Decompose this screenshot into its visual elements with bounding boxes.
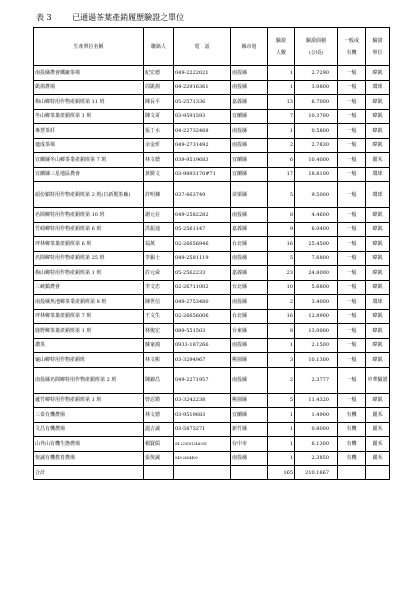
cell-cert: 暐凱 bbox=[366, 124, 390, 139]
cell-area: 6.1300 bbox=[295, 437, 338, 452]
cell-unit: 鹿野鄉茶葉產銷班第 1 班 bbox=[34, 324, 144, 339]
cell-type: 有機 bbox=[338, 451, 366, 466]
table-row bbox=[34, 324, 390, 339]
cell-contact: 謝元在 bbox=[144, 208, 174, 223]
table-row bbox=[34, 182, 390, 208]
cell-cert: 環球 bbox=[366, 295, 390, 310]
cell-area: 13.0000 bbox=[295, 324, 338, 339]
cell-unit: 悅誠有機教育農場 bbox=[34, 451, 144, 466]
cell-count: 16 bbox=[268, 309, 295, 324]
cell-cert: 暐凱 bbox=[366, 280, 390, 295]
cell-unit: 龜山鄉特用作物產銷班 bbox=[34, 353, 144, 368]
table-caption: 已通過茶葉產銷履歷驗證之單位 bbox=[72, 13, 185, 22]
cell-type: 一般 bbox=[338, 66, 366, 81]
cell-area: 0.8000 bbox=[295, 422, 338, 437]
cell-cert: 暐凱 bbox=[366, 393, 390, 408]
cell-county: 宜蘭縣 bbox=[231, 109, 268, 124]
cell-contact: 紀宏德 bbox=[144, 66, 174, 81]
cell-county: 台北縣 bbox=[231, 280, 268, 295]
cell-county: 嘉義縣 bbox=[231, 222, 268, 237]
cell-type: 一般 bbox=[338, 109, 366, 124]
cell-area: 2.3850 bbox=[295, 451, 338, 466]
cell-phone: 05-2571336 bbox=[174, 95, 231, 110]
cell-unit: 山外山有機生態農場 bbox=[34, 437, 144, 452]
header-type: 一般或 有機 bbox=[338, 28, 366, 66]
cell-unit: 宜蘭縣冬山鄉茶業產銷班第 7 班 bbox=[34, 153, 144, 168]
header-unit: 生產單位名稱 bbox=[34, 28, 144, 66]
cell-contact: 翁萬 bbox=[144, 237, 174, 252]
cell-phone: 089-551503 bbox=[174, 324, 231, 339]
table-row bbox=[34, 95, 390, 110]
header-county: 縣市別 bbox=[231, 28, 268, 66]
cell-county: 宜蘭縣 bbox=[231, 408, 268, 423]
cell-unit: 廸成茶場 bbox=[34, 138, 144, 153]
cell-cert: 麗禾 bbox=[366, 153, 390, 168]
cell-county: 新竹縣 bbox=[231, 422, 268, 437]
cell-empty bbox=[174, 466, 231, 480]
cell-contact: 林文德 bbox=[144, 408, 174, 423]
cell-count: 2 bbox=[268, 367, 295, 393]
table-row bbox=[34, 124, 390, 139]
cell-phone: 02-26711002 bbox=[174, 280, 231, 295]
cell-cert: 環球 bbox=[366, 167, 390, 182]
cell-area: 10.1300 bbox=[295, 353, 338, 368]
cell-type: 一般 bbox=[338, 251, 366, 266]
cell-count: 2 bbox=[268, 138, 295, 153]
table-row bbox=[34, 153, 390, 168]
cell-unit: 文昌有機農場 bbox=[34, 422, 144, 437]
cell-count: 1 bbox=[268, 451, 295, 466]
cell-county: 嘉義縣 bbox=[231, 95, 268, 110]
cell-phone: 049-2753480 bbox=[174, 295, 231, 310]
cell-contact: 林文德 bbox=[144, 153, 174, 168]
cell-area: 1.4900 bbox=[295, 408, 338, 423]
cell-contact: 林俊宏 bbox=[144, 324, 174, 339]
cell-contact: 陳文哥 bbox=[144, 109, 174, 124]
total-label: 合計 bbox=[34, 466, 144, 480]
cell-type: 一般 bbox=[338, 80, 366, 95]
cell-phone: 02-26656946 bbox=[174, 237, 231, 252]
cell-count: 16 bbox=[268, 237, 295, 252]
cell-unit: 坪林鄉茶葉產銷班第 7 班 bbox=[34, 309, 144, 324]
cell-phone: 03-3242238 bbox=[174, 393, 231, 408]
cell-cert: 麗禾 bbox=[366, 408, 390, 423]
cell-county: 台北縣 bbox=[231, 237, 268, 252]
cell-contact: 張悅誠 bbox=[144, 451, 174, 466]
table-row bbox=[34, 309, 390, 324]
cell-cert: 暐凱 bbox=[366, 237, 390, 252]
table-row bbox=[34, 408, 390, 423]
cell-cert: 暐凱 bbox=[366, 138, 390, 153]
cell-unit: 南投縣名間鄉特用作物產銷班第 2 班 bbox=[34, 367, 144, 393]
cell-phone: 04-22918124#301 bbox=[174, 437, 231, 452]
cell-unit: 冬山鄉茶葉產銷班第 1 班 bbox=[34, 109, 144, 124]
cell-county: 台東縣 bbox=[231, 324, 268, 339]
cell-contact: 曾忍衛 bbox=[144, 393, 174, 408]
cell-unit: 三峽鎮農會 bbox=[34, 280, 144, 295]
cell-county: 台北縣 bbox=[231, 309, 268, 324]
cell-area: 10.4000 bbox=[295, 153, 338, 168]
cell-contact: 許元舜 bbox=[144, 266, 174, 281]
cell-phone: 039-9519683 bbox=[174, 153, 231, 168]
cell-phone: 03-5873271 bbox=[174, 422, 231, 437]
cell-count: 5 bbox=[268, 251, 295, 266]
cell-cert: 暐凱 bbox=[366, 208, 390, 223]
table-row bbox=[34, 451, 390, 466]
cell-county: 南投縣 bbox=[231, 208, 268, 223]
cell-unit: 竹崎鄉特用作物產銷班第 6 班 bbox=[34, 222, 144, 237]
cell-cert: 暐凱 bbox=[366, 222, 390, 237]
table-row bbox=[34, 109, 390, 124]
cell-unit: 坪林鄉茶葉產銷班第 6 班 bbox=[34, 237, 144, 252]
cell-phone: 02-26656006 bbox=[174, 309, 231, 324]
cell-empty bbox=[231, 466, 268, 480]
cell-county: 南投縣 bbox=[231, 251, 268, 266]
cell-type: 一般 bbox=[338, 280, 366, 295]
table-row bbox=[34, 167, 390, 182]
cell-phone: 049-2271957 bbox=[174, 367, 231, 393]
cell-phone: 04-22916361 bbox=[174, 80, 231, 95]
cell-area: 2.1500 bbox=[295, 338, 338, 353]
cell-county: 桃園縣 bbox=[231, 393, 268, 408]
cell-count: 7 bbox=[268, 109, 295, 124]
cell-count: 8 bbox=[268, 324, 295, 339]
cell-area: 4.4600 bbox=[295, 208, 338, 223]
cell-county: 台中市 bbox=[231, 437, 268, 452]
cell-type: 一般 bbox=[338, 208, 366, 223]
cell-count: 1 bbox=[268, 408, 295, 423]
cell-type: 一般 bbox=[338, 237, 366, 252]
table-row bbox=[34, 80, 390, 95]
cell-count: 6 bbox=[268, 153, 295, 168]
header-contact: 聯絡人 bbox=[144, 28, 174, 66]
cell-count: 1 bbox=[268, 338, 295, 353]
cell-area: 3.4000 bbox=[295, 295, 338, 310]
cell-type: 一般 bbox=[338, 95, 366, 110]
header-row bbox=[34, 28, 390, 66]
cell-cert: 麗禾 bbox=[366, 437, 390, 452]
cell-type: 有機 bbox=[338, 408, 366, 423]
cell-contact: 陳長平 bbox=[144, 95, 174, 110]
cell-area: 6.7000 bbox=[295, 95, 338, 110]
cell-cert: 暐凱 bbox=[366, 338, 390, 353]
cell-cert: 中華驗證 bbox=[366, 367, 390, 393]
cell-cert: 暐凱 bbox=[366, 266, 390, 281]
cell-count: 1 bbox=[268, 66, 295, 81]
total-row bbox=[34, 466, 390, 480]
cell-type: 一般 bbox=[338, 324, 366, 339]
cell-count: 1 bbox=[268, 124, 295, 139]
cell-cert: 暐凱 bbox=[366, 324, 390, 339]
cell-contact: 楊賢儒 bbox=[144, 437, 174, 452]
cell-county: 苗栗縣 bbox=[231, 182, 268, 208]
cell-type: 一般 bbox=[338, 124, 366, 139]
cell-area: 2.3777 bbox=[295, 367, 338, 393]
cell-count: 1 bbox=[268, 437, 295, 452]
cell-count: 1 bbox=[268, 422, 295, 437]
table-row bbox=[34, 280, 390, 295]
cell-county: 嘉義縣 bbox=[231, 266, 268, 281]
total-count: 165 bbox=[268, 466, 295, 480]
cell-phone: 049-2731492 bbox=[174, 138, 231, 153]
cell-empty bbox=[144, 466, 174, 480]
cell-type: 一般 bbox=[338, 153, 366, 168]
cell-type: 一般 bbox=[338, 367, 366, 393]
cell-unit: 頭份鎮特用作物產銷班第 2 班(日新製茶廠) bbox=[34, 182, 144, 208]
cell-county: 南投縣 bbox=[231, 124, 268, 139]
header-cert: 驗證 單位 bbox=[366, 28, 390, 66]
cell-unit: 蘆竹鄉特用作物產銷班第 1 班 bbox=[34, 393, 144, 408]
cell-unit: 宜蘭縣三星地區農會 bbox=[34, 167, 144, 182]
cell-contact: 李錫士 bbox=[144, 251, 174, 266]
cell-count: 3 bbox=[268, 353, 295, 368]
cell-cert: 暐凱 bbox=[366, 95, 390, 110]
cell-area: 2.7290 bbox=[295, 66, 338, 81]
table-row bbox=[34, 422, 390, 437]
table-row bbox=[34, 138, 390, 153]
cell-count: 2 bbox=[268, 295, 295, 310]
cell-type: 一般 bbox=[338, 295, 366, 310]
certified-units-table bbox=[33, 27, 390, 480]
cell-unit: 凱揚農場 bbox=[34, 80, 144, 95]
cell-contact: 余金炘 bbox=[144, 138, 174, 153]
cell-county: 桃園縣 bbox=[231, 353, 268, 368]
cell-area: 25.4500 bbox=[295, 237, 338, 252]
cell-area: 5.6800 bbox=[295, 280, 338, 295]
cell-phone: 05-2561147 bbox=[174, 222, 231, 237]
cell-contact: 林文彬 bbox=[144, 353, 174, 368]
cell-phone: 03-3294967 bbox=[174, 353, 231, 368]
table-row bbox=[34, 251, 390, 266]
header-area: 驗證面積 (公頃) bbox=[295, 28, 338, 66]
cell-area: 9.5000 bbox=[295, 182, 338, 208]
cell-cert: 暐凱 bbox=[366, 109, 390, 124]
cell-cert: 麗禾 bbox=[366, 451, 390, 466]
cell-type: 一般 bbox=[338, 167, 366, 182]
cell-type: 一般 bbox=[338, 266, 366, 281]
cell-county: 宜蘭縣 bbox=[231, 167, 268, 182]
table-title bbox=[36, 12, 184, 23]
total-area: 210.1667 bbox=[295, 466, 338, 480]
table-body bbox=[34, 66, 390, 480]
cell-type: 有機 bbox=[338, 437, 366, 452]
table-row bbox=[34, 353, 390, 368]
table-row bbox=[34, 338, 390, 353]
cell-contact: 王文生 bbox=[144, 309, 174, 324]
cell-phone: 049-2222021 bbox=[174, 66, 231, 81]
table-row bbox=[34, 266, 390, 281]
table-row bbox=[34, 393, 390, 408]
table-row bbox=[34, 367, 390, 393]
cell-phone: 049-2654400 bbox=[174, 451, 231, 466]
cell-count: 23 bbox=[268, 266, 295, 281]
cell-count: 8 bbox=[268, 208, 295, 223]
cell-contact: 陳世信 bbox=[144, 295, 174, 310]
cell-empty bbox=[366, 466, 390, 480]
table-row bbox=[34, 437, 390, 452]
cell-county: 南投縣 bbox=[231, 66, 268, 81]
cell-county: 南投縣 bbox=[231, 338, 268, 353]
cell-contact: 黃勝文 bbox=[144, 167, 174, 182]
cell-area: 12.8900 bbox=[295, 309, 338, 324]
cell-unit: 梅山鄉特用作物產銷班第 11 班 bbox=[34, 95, 144, 110]
cell-type: 一般 bbox=[338, 222, 366, 237]
cell-phone: 03-9591593 bbox=[174, 109, 231, 124]
cell-area: 3.0800 bbox=[295, 80, 338, 95]
cell-area: 18.8100 bbox=[295, 167, 338, 182]
cell-unit: 名間鄉特用作物產銷班第 10 班 bbox=[34, 208, 144, 223]
cell-unit: 三泰有機農場 bbox=[34, 408, 144, 423]
cell-cert: 暐凱 bbox=[366, 66, 390, 81]
cell-area: 6.0400 bbox=[295, 222, 338, 237]
cell-contact: 蘇家鴻 bbox=[144, 338, 174, 353]
cell-county: 南投縣 bbox=[231, 367, 268, 393]
table-row bbox=[34, 66, 390, 81]
cell-type: 有機 bbox=[338, 422, 366, 437]
cell-empty bbox=[338, 466, 366, 480]
cell-cert: 暐凱 bbox=[366, 251, 390, 266]
cell-unit: 梅山鄉特用作物產銷班第 1 班 bbox=[34, 266, 144, 281]
cell-contact: 張丁水 bbox=[144, 124, 174, 139]
header-count: 驗證 人數 bbox=[268, 28, 295, 66]
cell-unit: 南投縣農會鐵廠茶場 bbox=[34, 66, 144, 81]
cell-phone: 03-9893170#71 bbox=[174, 167, 231, 182]
cell-type: 一般 bbox=[338, 138, 366, 153]
cell-type: 一般 bbox=[338, 182, 366, 208]
cell-count: 1 bbox=[268, 80, 295, 95]
cell-county: 宜蘭縣 bbox=[231, 153, 268, 168]
cell-phone: 049-2581119 bbox=[174, 251, 231, 266]
cell-contact: 李文忠 bbox=[144, 280, 174, 295]
cell-count: 13 bbox=[268, 95, 295, 110]
cell-cert: 環球 bbox=[366, 182, 390, 208]
cell-cert: 暐凱 bbox=[366, 353, 390, 368]
cell-type: 一般 bbox=[338, 393, 366, 408]
cell-phone: 037-663749 bbox=[174, 182, 231, 208]
cell-county: 南投縣 bbox=[231, 80, 268, 95]
cell-phone: 049-2582282 bbox=[174, 208, 231, 223]
cell-area: 11.4320 bbox=[295, 393, 338, 408]
cell-count: 17 bbox=[268, 167, 295, 182]
cell-cert: 暐凱 bbox=[366, 309, 390, 324]
cell-unit: 專慧茶莊 bbox=[34, 124, 144, 139]
cell-contact: 許明棟 bbox=[144, 182, 174, 208]
cell-type: 一般 bbox=[338, 353, 366, 368]
cell-cert: 麗禾 bbox=[366, 422, 390, 437]
cell-contact: 洪振通 bbox=[144, 222, 174, 237]
cell-type: 一般 bbox=[338, 338, 366, 353]
cell-unit: 南投縣魚池鄉茶業產銷班第 8 班 bbox=[34, 295, 144, 310]
cell-area: 10.3700 bbox=[295, 109, 338, 124]
table-row bbox=[34, 237, 390, 252]
header-phone: 電 話 bbox=[174, 28, 231, 66]
cell-contact: 溫吉誠 bbox=[144, 422, 174, 437]
cell-count: 10 bbox=[268, 280, 295, 295]
cell-count: 5 bbox=[268, 182, 295, 208]
cell-phone: 0933-187266 bbox=[174, 338, 231, 353]
cell-area: 2.7830 bbox=[295, 138, 338, 153]
cell-area: 24.8000 bbox=[295, 266, 338, 281]
table-row bbox=[34, 208, 390, 223]
cell-phone: 05-2562233 bbox=[174, 266, 231, 281]
table-number: 表 3 bbox=[36, 13, 52, 22]
cell-count: 9 bbox=[268, 222, 295, 237]
table-row bbox=[34, 222, 390, 237]
table-row bbox=[34, 295, 390, 310]
cell-contact: 周凱揚 bbox=[144, 80, 174, 95]
cell-phone: 04-22732468 bbox=[174, 124, 231, 139]
cell-contact: 陳錦昌 bbox=[144, 367, 174, 393]
cell-type: 一般 bbox=[338, 309, 366, 324]
cell-unit: 讚茶 bbox=[34, 338, 144, 353]
cell-area: 0.5800 bbox=[295, 124, 338, 139]
cell-county: 南投縣 bbox=[231, 138, 268, 153]
cell-cert: 環球 bbox=[366, 80, 390, 95]
cell-unit: 名間鄉特用作物產銷班第 25 班 bbox=[34, 251, 144, 266]
cell-county: 南投縣 bbox=[231, 451, 268, 466]
cell-county: 南投縣 bbox=[231, 295, 268, 310]
cell-phone: 03-9519683 bbox=[174, 408, 231, 423]
cell-count: 5 bbox=[268, 393, 295, 408]
cell-area: 7.6800 bbox=[295, 251, 338, 266]
